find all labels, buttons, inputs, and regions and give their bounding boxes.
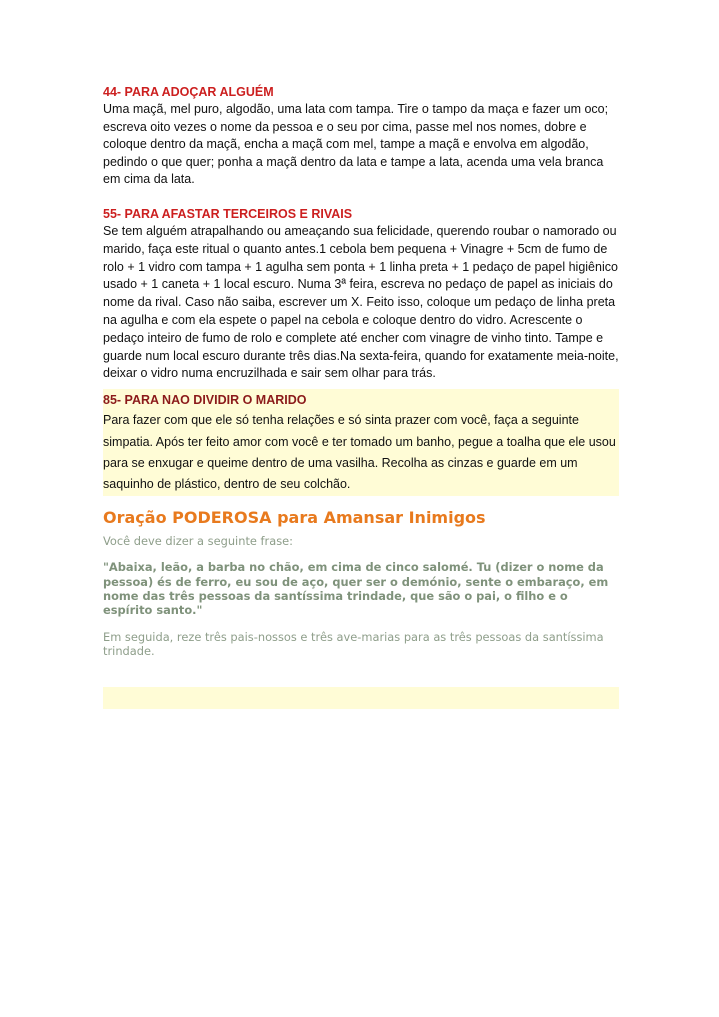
highlighted-block	[103, 389, 619, 496]
highlight-footer-strip	[103, 687, 619, 709]
document-page	[103, 84, 619, 709]
prayer-title: Oração PODEROSA para Amansar Inimigos	[103, 507, 486, 527]
section-55	[103, 206, 619, 383]
section-body: Se tem alguém atrapalhando ou ameaçando sua felicidade, querendo roubar o namorado ou marido, faça este ritual o quanto antes.1 cebola bem pequena + Vinagre + 5cm de fumo de rolo + 1 vidro com tampa + 1 agulha sem ponta + 1 linha preta + 1 pedaço de papel higiênico usado + 1 caneta + 1 local escuro. Numa 3ª feira, escreva no pedaço de papel as iniciais do nome da rival. Caso não saiba, escrever um X. Feito isso, coloque um pedaço de linha preta na agulha e com ela espete o papel na cebola e coloque dentro do vidro. Acrescente o pedaço inteiro de fumo de rolo e complete até encher com vinagre de vinho tinto. Tampe e guarde num local escuro durante três dias.Na sexta-feira, quando for exatamente meia-noite, deixar o vidro numa encruzilhada e sair sem olhar para trás.	[103, 223, 619, 381]
prayer-intro: Você deve dizer a seguinte frase:	[103, 533, 293, 548]
section-body: Para fazer com que ele só tenha relações e só sinta prazer com você, faça a seguinte simpatia. Após ter feito amor com você e ter tomado um banho, pegue a toalha que ele usou para se enxugar e queime dentro de uma vasilha. Recolha as cinzas e guarde em um saquinho de plástico, dentro de seu colchão.	[103, 413, 616, 492]
section-title: 85- PARA NAO DIVIDIR O MARIDO	[103, 393, 307, 408]
section-title: 44- PARA ADOÇAR ALGUÉM	[103, 85, 274, 99]
section-44	[103, 84, 619, 189]
prayer-outro: Em seguida, reze três pais-nossos e três ave-marias para as três pessoas da santíssima trindade.	[103, 629, 604, 659]
prayer-section	[103, 496, 619, 687]
prayer-text: "Abaixa, leão, a barba no chão, em cima de cinco salomé. Tu (dizer o nome da pessoa) és de ferro, eu sou de aço, quer ser o demónio, sente o embaraço, em nome das três pessoas da santíssima trindade, que são o pai, o filho e o espírito santo."	[103, 560, 609, 618]
section-body: Uma maçã, mel puro, algodão, uma lata com tampa. Tire o tampo da maça e fazer um oco; escreva oito vezes o nome da pessoa e o seu por cima, passe mel nos nomes, dobre e coloque dentro da maçã, encha a maçã com mel, tampe a maçã e envolva em algodão, pedindo o que quer; ponha a maçã dentro da lata e tampe a lata, acenda uma vela branca em cima da lata.	[103, 102, 609, 187]
section-title: 55- PARA AFASTAR TERCEIROS E RIVAIS	[103, 206, 353, 221]
section-85	[103, 392, 619, 496]
